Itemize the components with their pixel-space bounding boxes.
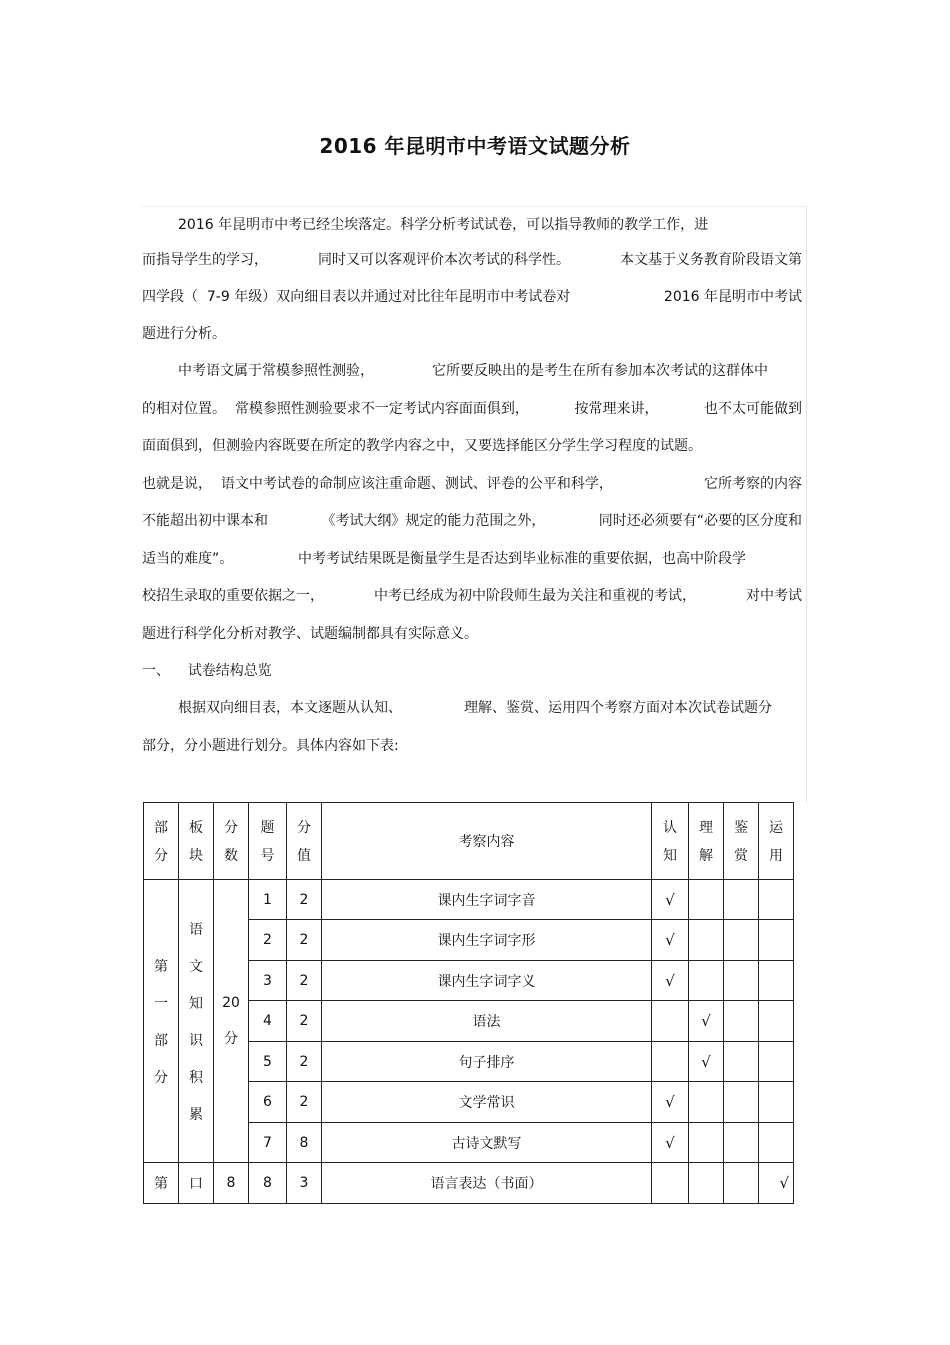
content-cell: 语言表达（书面） [322, 1163, 652, 1204]
understand-check [689, 961, 724, 1001]
para2-line6-b: 中考考试结果既是衡量学生是否达到毕业标准的重要依据，也高中阶段学 [298, 551, 746, 567]
understand-check [689, 1082, 724, 1123]
content-cell: 文学常识 [322, 1082, 652, 1123]
content-cell: 古诗文默写 [322, 1123, 652, 1163]
qno-cell: 5 [249, 1042, 287, 1082]
para2-line5 [142, 511, 802, 531]
content-cell: 句子排序 [322, 1042, 652, 1082]
apply-check [759, 880, 794, 920]
para1-line3 [142, 287, 802, 307]
content-cell: 课内生字词字形 [322, 920, 652, 961]
section1-line1-b: 理解、鉴赏、运用四个考察方面对本次试卷试题分 [464, 700, 772, 716]
value-cell: 2 [287, 880, 322, 920]
header-part: 部 分 [144, 803, 179, 880]
header-understanding: 理 解 [689, 803, 724, 880]
understand-check [689, 880, 724, 920]
document-title: 2016 年昆明市中考语文试题分析 [319, 134, 631, 158]
table-row [144, 1163, 794, 1204]
header-content: 考察内容 [322, 803, 652, 880]
section1-line1 [178, 698, 772, 718]
recog-check: √ [652, 961, 689, 1001]
table-row [144, 880, 794, 920]
para2-line7-c: 对中考试 [746, 588, 802, 604]
para1-line2-a: 而指导学生的学习， [142, 252, 268, 268]
section1-line1-a: 根据双向细目表，本文逐题从认知、 [178, 700, 402, 716]
apply-check [759, 920, 794, 961]
qno-cell: 6 [249, 1082, 287, 1123]
para1-line1: 2016 年昆明市中考已经尘埃落定。科学分析考试试卷，可以指导教师的教学工作，进 [178, 217, 709, 233]
para2-line7-b: 中考已经成为初中阶段师生最为关注和重视的考试， [374, 588, 696, 604]
header-value: 分 值 [287, 803, 322, 880]
qno-cell: 3 [249, 961, 287, 1001]
para1-line3-b: 2016 年昆明市中考试 [663, 289, 802, 305]
para2-line5-c: 同时还必须要有“必要的区分度和 [598, 513, 802, 529]
para2-line6 [142, 549, 746, 569]
para2-line2-c: 也不太可能做到 [704, 401, 802, 417]
apply-check [759, 1123, 794, 1163]
para1-line2 [142, 250, 802, 270]
appreciate-check [724, 961, 759, 1001]
appreciate-check [724, 1163, 759, 1204]
qno-cell: 1 [249, 880, 287, 920]
recog-check: √ [652, 880, 689, 920]
value-cell: 2 [287, 920, 322, 961]
header-score: 分 数 [214, 803, 249, 880]
para2-line2 [142, 399, 802, 419]
para2-line1 [178, 361, 768, 381]
para2-line2-a: 的相对位置。 常模参照性测验要求不一定考试内容面面俱到， [142, 401, 529, 417]
qno-cell: 8 [249, 1163, 287, 1204]
understand-check: √ [689, 1001, 724, 1042]
recog-check: √ [652, 1082, 689, 1123]
content-cell: 课内生字词字义 [322, 961, 652, 1001]
qno-cell: 2 [249, 920, 287, 961]
section1-line2: 部分，分小题进行划分。具体内容如下表: [142, 738, 399, 754]
para2-line2-b: 按常理来讲， [574, 401, 659, 417]
header-recognition: 认 知 [652, 803, 689, 880]
value-cell: 2 [287, 1001, 322, 1042]
header-block: 板 块 [179, 803, 214, 880]
section1-heading [142, 661, 272, 681]
section1-title: 试卷结构总览 [187, 663, 272, 679]
para2-line7 [142, 586, 802, 606]
para2-line5-a: 不能超出初中课本和 [142, 513, 268, 529]
body-text-frame [142, 206, 807, 803]
part1-cell: 第 一 部 分 [144, 880, 179, 1163]
header-application: 运 用 [759, 803, 794, 880]
understand-check [689, 1163, 724, 1204]
value-cell: 8 [287, 1123, 322, 1163]
recog-check [652, 1042, 689, 1082]
para2-line4 [142, 474, 802, 494]
apply-check [759, 1082, 794, 1123]
recog-check [652, 1163, 689, 1204]
understand-check [689, 920, 724, 961]
table-header-row [144, 803, 794, 880]
score2-cell: 8 [214, 1163, 249, 1204]
para2-line7-a: 校招生录取的重要依据之一， [142, 588, 324, 604]
appreciate-check [724, 880, 759, 920]
understand-check [689, 1123, 724, 1163]
para2-line4-a: 也就是说， 语文中考试卷的命制应该注重命题、测试、评卷的公平和科学， [142, 476, 613, 492]
appreciate-check [724, 1123, 759, 1163]
para1-line2-b: 同时又可以客观评价本次考试的科学性。 [318, 252, 570, 268]
para2-line1-b: 它所要反映出的是考生在所有参加本次考试的这群体中 [432, 363, 768, 379]
recog-check [652, 1001, 689, 1042]
part2-cell: 第 [144, 1163, 179, 1204]
header-question-number: 题 号 [249, 803, 287, 880]
value-cell: 2 [287, 1082, 322, 1123]
block1-cell: 语 文 知 识 积 累 [179, 880, 214, 1163]
para1-line2-c: 本文基于义务教育阶段语文第 [620, 252, 802, 268]
appreciate-check [724, 920, 759, 961]
appreciate-check [724, 1001, 759, 1042]
score1-cell: 20 分 [214, 880, 249, 1163]
para1-line4: 题进行分析。 [142, 326, 226, 342]
para2-line8: 题进行科学化分析对教学、试题编制都具有实际意义。 [142, 626, 478, 642]
para1-line3-a: 四学段（ 7-9 年级）双向细目表以并通过对比往年昆明市中考试卷对 [142, 289, 571, 305]
value-cell: 3 [287, 1163, 322, 1204]
apply-check [759, 961, 794, 1001]
para2-line4-b: 它所考察的内容 [704, 476, 802, 492]
content-cell: 课内生字词字音 [322, 880, 652, 920]
section1-number: 一、 [142, 663, 170, 679]
recog-check: √ [652, 920, 689, 961]
qno-cell: 7 [249, 1123, 287, 1163]
apply-check: √ [759, 1163, 794, 1204]
exam-structure-table [143, 802, 794, 1204]
value-cell: 2 [287, 1042, 322, 1082]
block2-cell: 口 [179, 1163, 214, 1204]
content-cell: 语法 [322, 1001, 652, 1042]
para2-line6-a: 适当的难度”。 [142, 551, 234, 567]
para2-line3: 面面俱到，但测验内容既要在所定的教学内容之中，又要选择能区分学生学习程度的试题。 [142, 438, 702, 454]
value-cell: 2 [287, 961, 322, 1001]
apply-check [759, 1042, 794, 1082]
para2-line5-b: 《考试大纲》规定的能力范围之外， [321, 513, 546, 529]
qno-cell: 4 [249, 1001, 287, 1042]
apply-check [759, 1001, 794, 1042]
para2-line1-a: 中考语文属于常模参照性测验， [178, 363, 374, 379]
header-appreciation: 鉴 赏 [724, 803, 759, 880]
appreciate-check [724, 1042, 759, 1082]
recog-check: √ [652, 1123, 689, 1163]
understand-check: √ [689, 1042, 724, 1082]
appreciate-check [724, 1082, 759, 1123]
